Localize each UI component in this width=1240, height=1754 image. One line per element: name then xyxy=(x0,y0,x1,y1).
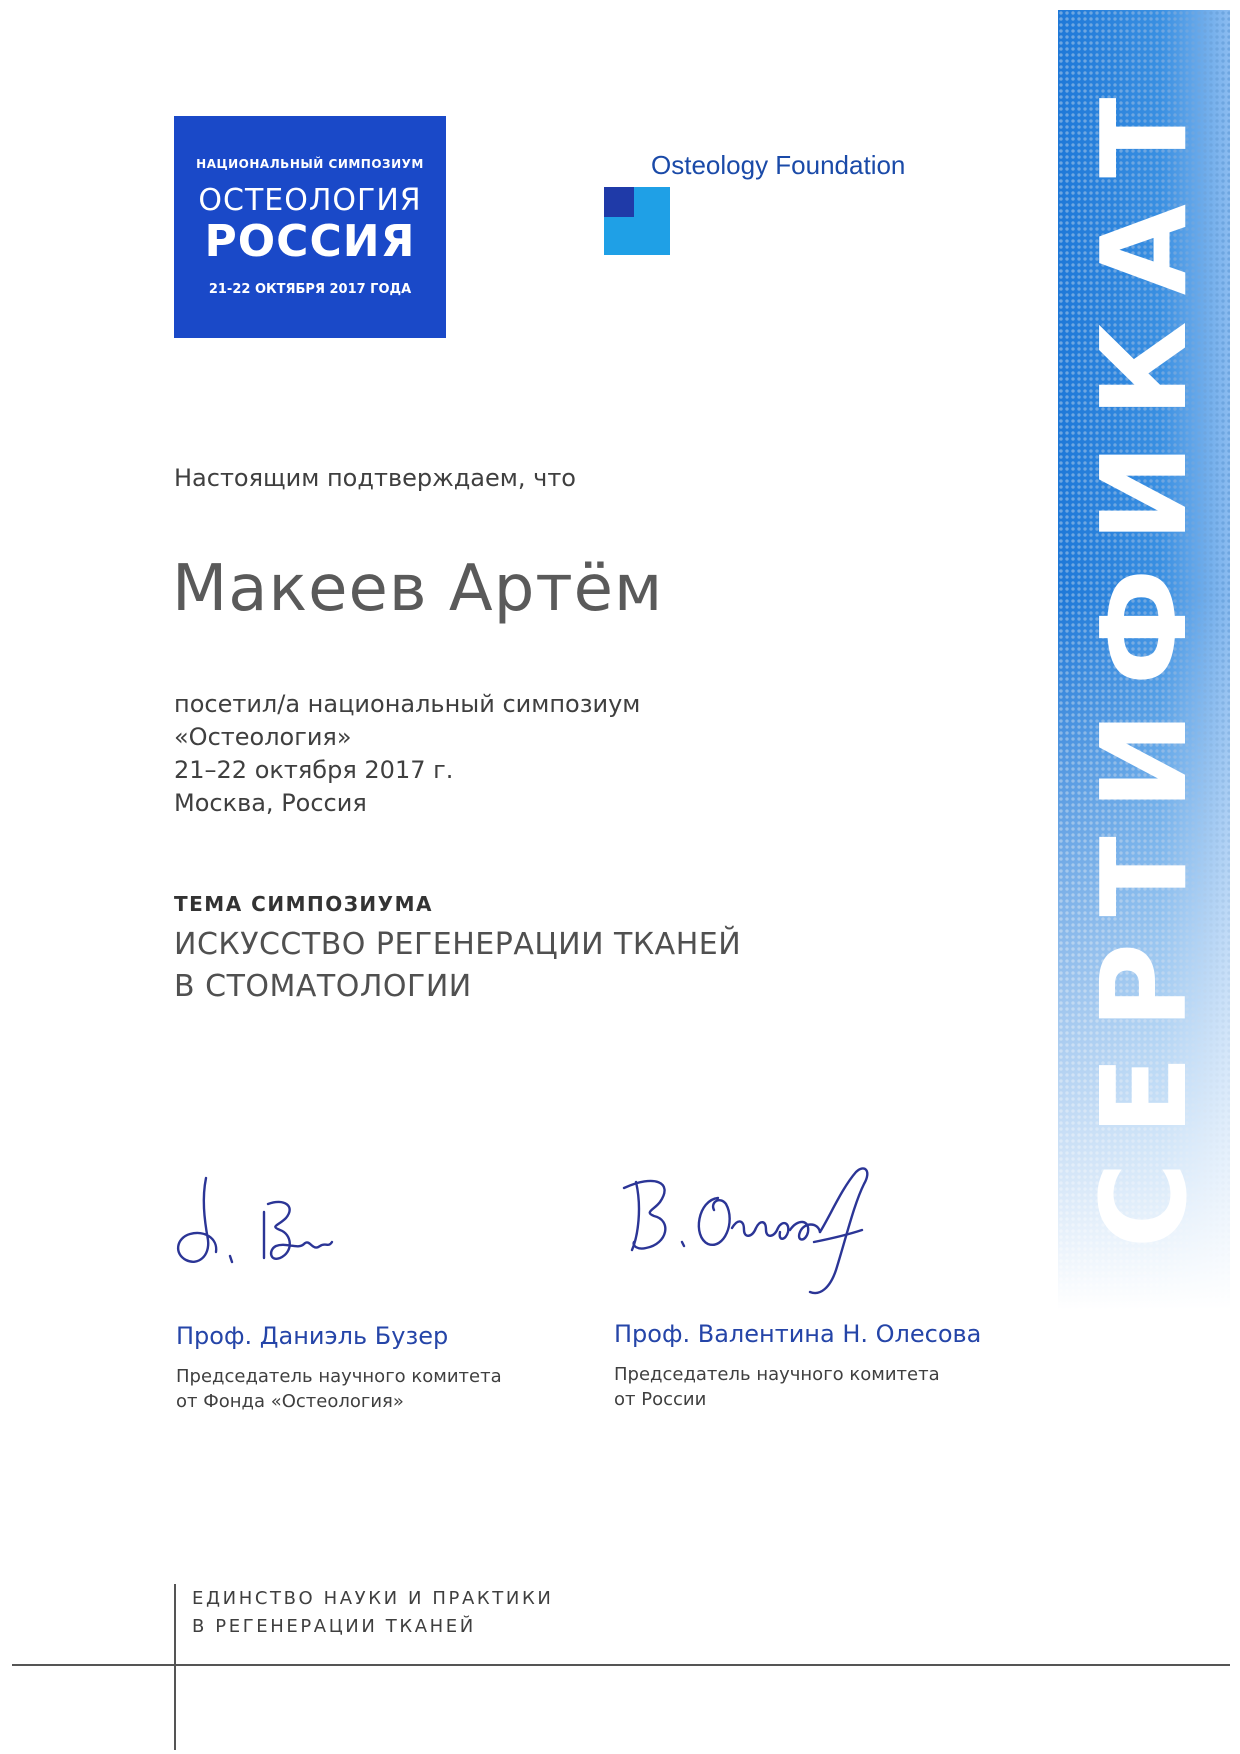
signer-name: Проф. Валентина Н. Олесова xyxy=(614,1320,982,1348)
motto-line: ЕДИНСТВО НАУКИ И ПРАКТИКИ xyxy=(192,1588,554,1609)
motto-line: В РЕГЕНЕРАЦИИ ТКАНЕЙ xyxy=(192,1616,476,1637)
logo-title: ОСТЕОЛОГИЯ xyxy=(198,183,422,218)
symposium-topic xyxy=(174,924,741,1008)
logo-country: РОССИЯ xyxy=(204,216,416,267)
logo-subtitle: НАЦИОНАЛЬНЫЙ СИМПОЗИУМ xyxy=(196,157,424,171)
footer-vertical-divider xyxy=(174,1584,176,1750)
logo-dates: 21-22 ОКТЯБРЯ 2017 ГОДА xyxy=(208,282,412,297)
signer-role xyxy=(614,1362,981,1412)
attendance-line: «Остеология» xyxy=(174,723,352,751)
intro-text: Настоящим подтверждаем, что xyxy=(174,464,576,492)
certificate-side-banner xyxy=(1058,10,1230,1310)
footer-horizontal-divider xyxy=(12,1664,1230,1666)
recipient-name: Макеев Артём xyxy=(172,552,664,626)
signer-role-line: от Фонда «Остеология» xyxy=(176,1391,404,1412)
signature-buser xyxy=(172,1168,372,1278)
attendance-line: Москва, Россия xyxy=(174,789,367,817)
attendance-line: 21–22 октября 2017 г. xyxy=(174,756,454,784)
footer-motto xyxy=(192,1585,553,1641)
signer-olesova xyxy=(614,1320,981,1412)
signer-role xyxy=(176,1364,502,1414)
symposium-logo xyxy=(174,116,446,338)
foundation-name: Osteology Foundation xyxy=(651,150,906,180)
attendance-details xyxy=(174,688,640,820)
signer-name: Проф. Даниэль Бузер xyxy=(176,1322,449,1350)
signer-role-line: Председатель научного комитета xyxy=(176,1366,502,1387)
certificate-word: СЕРТИФИКАТ xyxy=(1075,71,1213,1249)
foundation-logo-icon xyxy=(604,187,670,255)
topic-line: ИСКУССТВО РЕГЕНЕРАЦИИ ТКАНЕЙ xyxy=(174,927,742,962)
signer-buser xyxy=(176,1322,502,1414)
topic-line: В СТОМАТОЛОГИИ xyxy=(174,969,472,1004)
signer-role-line: Председатель научного комитета xyxy=(614,1364,940,1385)
signature-olesova xyxy=(614,1158,894,1308)
signer-role-line: от России xyxy=(614,1389,707,1410)
attendance-line: посетил/а национальный симпозиум xyxy=(174,690,641,718)
topic-label: ТЕМА СИМПОЗИУМА xyxy=(174,892,433,916)
